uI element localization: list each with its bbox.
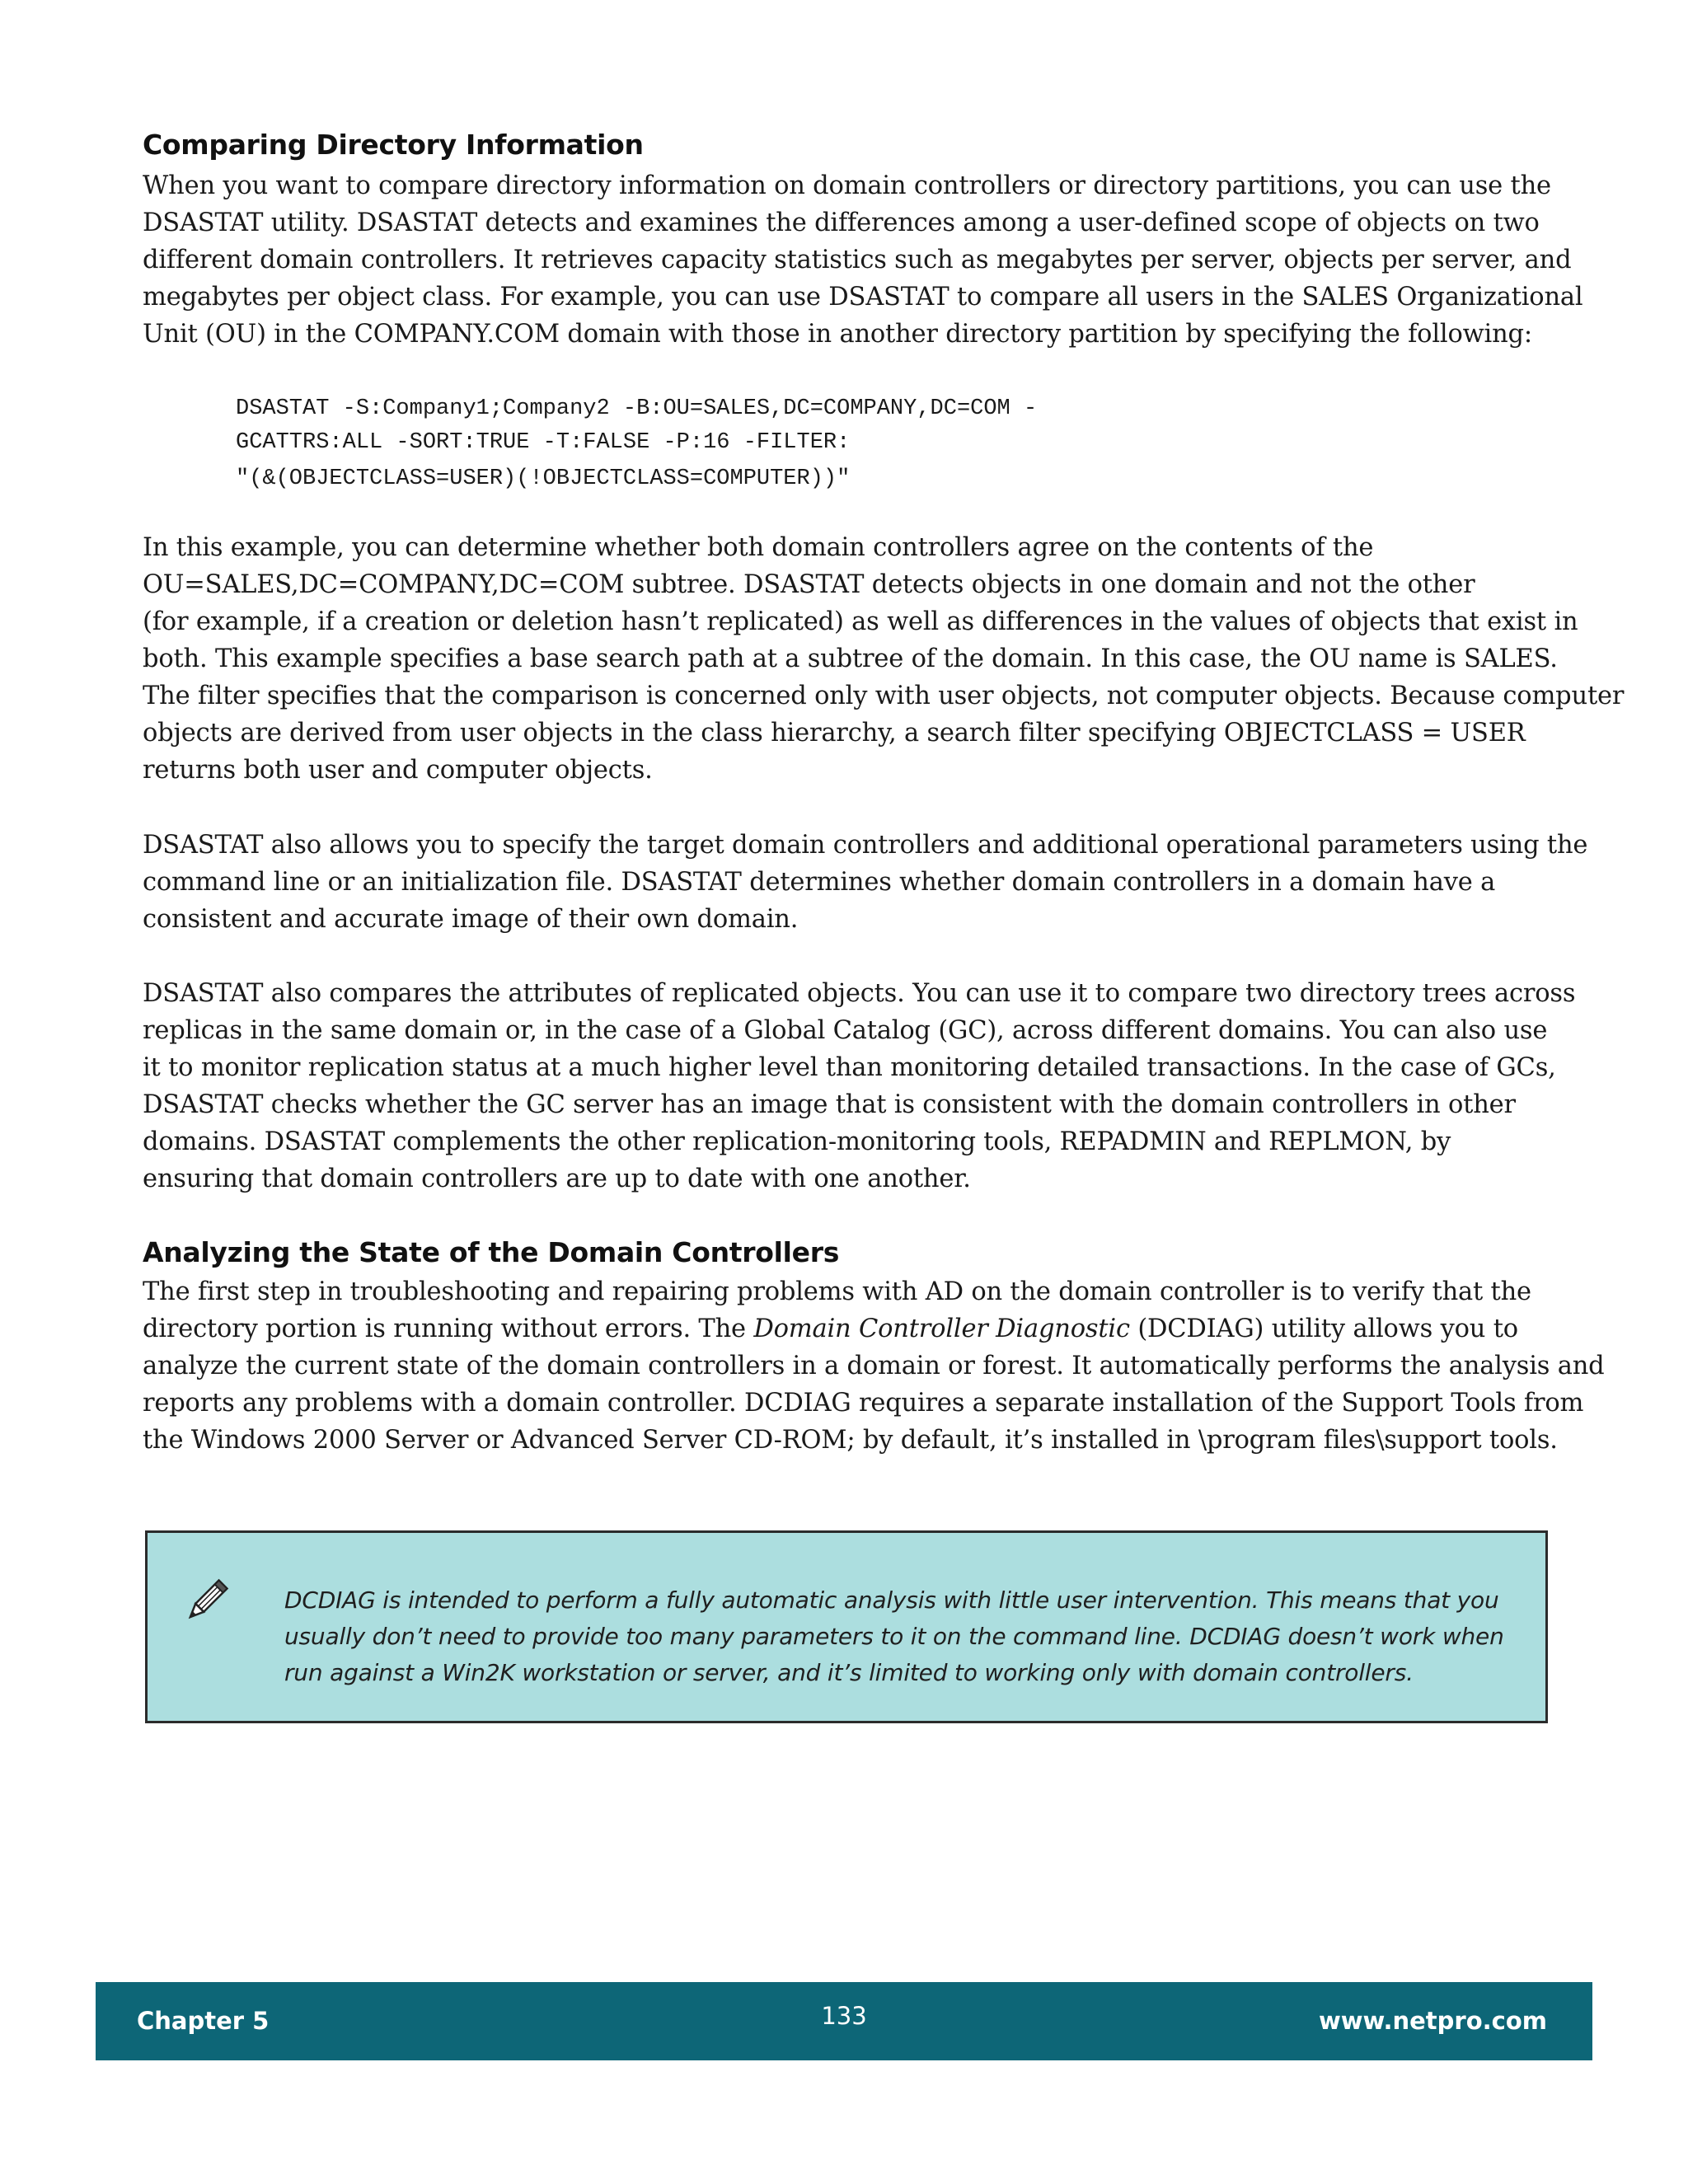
- text-line: domains. DSASTAT complements the other replication-monitoring tools, REPADMIN and REPLMON, by: [143, 1127, 1451, 1156]
- note-line: run against a Win2K workstation or server, and it’s limited to working only with domain controllers.: [284, 1659, 1414, 1686]
- text-line: DSASTAT also compares the attributes of replicated objects. You can use it to compare two directory trees across: [143, 979, 1576, 1008]
- note-box: [145, 1530, 1548, 1723]
- paragraph-dsastat-intro: [143, 167, 1583, 353]
- paragraph-dcdiag-intro: [143, 1273, 1605, 1459]
- note-text: [284, 1582, 1512, 1691]
- footer-website: www.netpro.com: [1318, 2007, 1547, 2035]
- text-line: megabytes per object class. For example, you can use DSASTAT to compare all users in the SALES Organizational: [143, 283, 1583, 312]
- text-line: Unit (OU) in the COMPANY.COM domain with those in another directory partition by specifying the following:: [143, 320, 1532, 349]
- text-line: [143, 1310, 1552, 1347]
- text-line: (for example, if a creation or deletion hasn’t replicated) as well as differences in the values of objects that exist in: [143, 607, 1578, 636]
- code-line: GCATTRS:ALL -SORT:TRUE -T:FALSE -P:16 -FILTER:: [236, 430, 851, 455]
- footer-page-number: 133: [821, 2002, 867, 2030]
- text-line: reports any problems with a domain controller. DCDIAG requires a separate installation of the Support Tools from: [143, 1389, 1584, 1418]
- text-line: DSASTAT checks whether the GC server has an image that is consistent with the domain controllers in other: [143, 1090, 1516, 1119]
- italic-term: Domain Controller Diagnostic: [753, 1315, 1130, 1343]
- note-line: DCDIAG is intended to perform a fully automatic analysis with little user intervention. This means that you: [284, 1586, 1499, 1614]
- text-line: DSASTAT utility. DSASTAT detects and examines the differences among a user-defined scope of objects on two: [143, 209, 1540, 237]
- text-line: different domain controllers. It retrieves capacity statistics such as megabytes per server, objects per server, and: [143, 246, 1572, 274]
- code-line: "(&(OBJECTCLASS=USER)(!OBJECTCLASS=COMPUTER))": [236, 466, 851, 491]
- text-line: The filter specifies that the comparison is concerned only with user objects, not computer objects. Because computer: [143, 682, 1625, 710]
- pencil-icon: [181, 1576, 232, 1627]
- text-line: ensuring that domain controllers are up to date with one another.: [143, 1165, 971, 1193]
- note-line: usually don’t need to provide too many parameters to it on the command line. DCDIAG doesn’t work when: [284, 1623, 1504, 1650]
- text-line: analyze the current state of the domain controllers in a domain or forest. It automatically performs the analysis and: [143, 1352, 1605, 1380]
- text-line: consistent and accurate image of their own domain.: [143, 905, 799, 934]
- page-footer: [96, 1982, 1592, 2060]
- text-line: both. This example specifies a base search path at a subtree of the domain. In this case, the OU name is SALES.: [143, 644, 1558, 673]
- text-segment: directory portion is running without errors. The: [143, 1315, 754, 1343]
- section-heading-analyzing: Analyzing the State of the Domain Controllers: [143, 1236, 840, 1268]
- text-line: DSASTAT also allows you to specify the target domain controllers and additional operational parameters using the: [143, 831, 1588, 860]
- text-line: When you want to compare directory information on domain controllers or directory partitions, you can use the: [143, 171, 1551, 200]
- section-heading-comparing: Comparing Directory Information: [143, 129, 644, 161]
- text-line: OU=SALES,DC=COMPANY,DC=COM subtree. DSASTAT detects objects in one domain and not the other: [143, 570, 1475, 599]
- paragraph-dsastat-parameters: [143, 827, 1588, 938]
- footer-chapter: Chapter 5: [137, 2007, 270, 2035]
- text-line: the Windows 2000 Server or Advanced Server CD-ROM; by default, it’s installed in \program files\support tools.: [143, 1426, 1558, 1455]
- text-line: command line or an initialization file. DSASTAT determines whether domain controllers in a domain have a: [143, 868, 1496, 897]
- paragraph-example-explained: [143, 529, 1625, 789]
- text-line: The first step in troubleshooting and repairing problems with AD on the domain controller is to verify that the: [143, 1277, 1531, 1306]
- code-line: DSASTAT -S:Company1;Company2 -B:OU=SALES,DC=COMPANY,DC=COM -: [236, 396, 1038, 421]
- text-line: it to monitor replication status at a much higher level than monitoring detailed transactions. In the case of GCs,: [143, 1053, 1556, 1082]
- paragraph-dsastat-attributes: [143, 975, 1576, 1197]
- text-line: replicas in the same domain or, in the case of a Global Catalog (GC), across different domains. You can also use: [143, 1016, 1548, 1045]
- text-line: returns both user and computer objects.: [143, 756, 653, 785]
- text-segment: (DCDIAG) utility allows you to: [1129, 1315, 1518, 1343]
- text-line: In this example, you can determine whether both domain controllers agree on the contents of the: [143, 533, 1374, 562]
- text-line: objects are derived from user objects in the class hierarchy, a search filter specifying OBJECTCLASS = USER: [143, 719, 1526, 748]
- code-block-dsastat: [236, 392, 1037, 496]
